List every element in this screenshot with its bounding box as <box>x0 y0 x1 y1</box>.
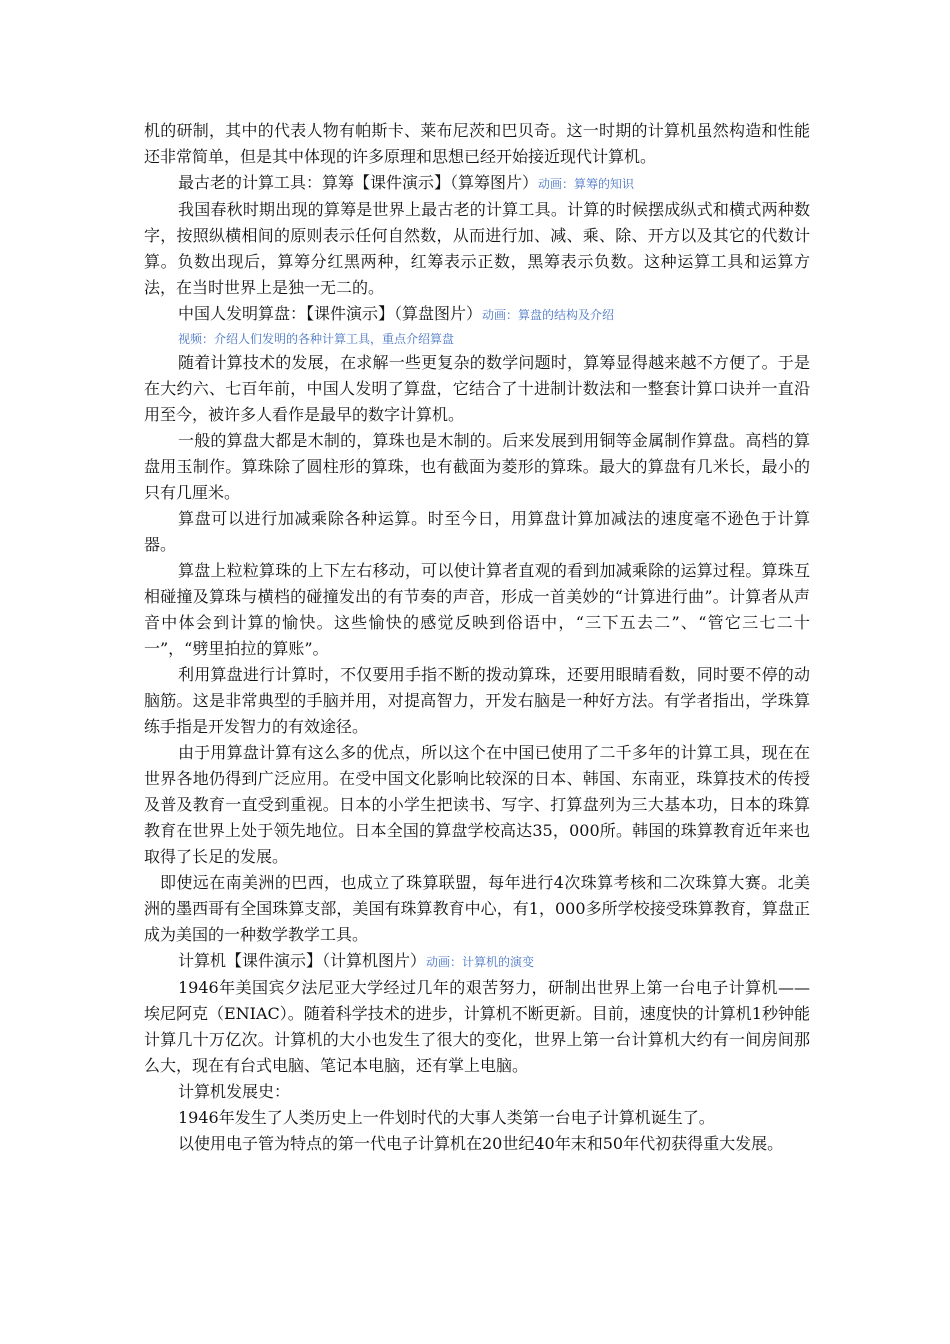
animation-note: 动画：计算机的演变 <box>426 955 535 969</box>
section-heading-computer <box>144 948 810 975</box>
paragraph-suanpan-operations: 算盘可以进行加减乘除各种运算。时至今日，用算盘计算加减法的速度毫不逊色于计算器。 <box>144 509 810 554</box>
paragraph-suanpan-brain: 利用算盘进行计算时，不仅要用手指不断的拨动算珠，还要用眼睛看数，同时要不停的动脑筋。这是非常典型的手脑并用，对提高智力，开发右脑是一种好方法。有学者指出，学珠算练手指是开发智力的有效途径。 <box>144 665 810 736</box>
section-heading-history: 计算机发展史： <box>178 1082 291 1101</box>
paragraph-suanpan-sound: 算盘上粒粒算珠的上下左右移动，可以使计算者直观的看到加减乘除的运算过程。算珠互相碰撞及算珠与横档的碰撞发出的有节奏的声音，形成一首美妙的“计算进行曲”。计算者从声音中体会到计算的愉快。这些愉快的感觉反映到俗语中，“三下五去二”、“管它三七二十一”，“劈里拍拉的算账”。 <box>144 561 810 658</box>
paragraph-suanpan-americas: 即使远在南美洲的巴西，也成立了珠算联盟，每年进行4次珠算考核和二次珠算大赛。北美洲的墨西哥有全国珠算支部，美国有珠算教育中心，有1，000多所学校接受珠算教育，算盘正成为美国的一种数学教学工具。 <box>144 873 810 944</box>
animation-note: 动画：算盘的结构及介绍 <box>482 308 615 322</box>
paragraph-suanchou: 我国春秋时期出现的算筹是世界上最古老的计算工具。计算的时候摆成纵式和横式两种数字，按照纵横相间的原则表示任何自然数，从而进行加、减、乘、除、开方以及其它的代数计算。负数出现后，算筹分红黑两种，红筹表示正数，黑筹表示负数。这种运算工具和运算方法，在当时世界上是独一无二的。 <box>144 200 810 297</box>
paragraph-suanpan-history: 随着计算技术的发展，在求解一些更复杂的数学问题时，算筹显得越来越不方便了。于是在大约六、七百年前，中国人发明了算盘，它结合了十进制计数法和一整套计算口诀并一直沿用至今，被许多人看作是最早的数字计算机。 <box>144 353 810 424</box>
section-heading-suanchou <box>144 170 810 197</box>
animation-note: 动画：算筹的知识 <box>538 177 635 191</box>
paragraph-suanpan-world: 由于用算盘计算有这么多的优点，所以这个在中国已使用了二千多年的计算工具，现在在世界各地仍得到广泛应用。在受中国文化影响比较深的日本、韩国、东南亚，珠算技术的传授及普及教育一直受到重视。日本的小学生把读书、写字、打算盘列为三大基本功，日本的珠算教育在世界上处于领先地位。日本全国的算盘学校高达35，000所。韩国的珠算教育近年来也取得了长足的发展。 <box>144 743 810 866</box>
paragraph-history-first-gen: 以使用电子管为特点的第一代电子计算机在20世纪40年末和50年代初获得重大发展。 <box>178 1134 784 1153</box>
section-heading-suanpan <box>144 301 810 328</box>
paragraph-intro: 机的研制，其中的代表人物有帕斯卡、莱布尼茨和巴贝奇。这一时期的计算机虽然构造和性能还非常简单，但是其中体现的许多原理和思想已经开始接近现代计算机。 <box>144 121 810 166</box>
document-body <box>144 118 810 1157</box>
video-note: 视频：介绍人们发明的各种计算工具，重点介绍算盘 <box>178 332 455 346</box>
heading-text: 计算机【课件演示】（计算机图片） <box>178 951 427 970</box>
heading-text: 最古老的计算工具：算筹【课件演示】（算筹图片） <box>178 173 539 192</box>
paragraph-history-1946: 1946年发生了人类历史上一件划时代的大事人类第一台电子计算机诞生了。 <box>178 1108 715 1127</box>
heading-text: 中国人发明算盘：【课件演示】（算盘图片） <box>178 304 483 323</box>
paragraph-eniac: 1946年美国宾夕法尼亚大学经过几年的艰苦努力，研制出世界上第一台电子计算机——埃尼阿克（ENIAC）。随着科学技术的进步，计算机不断更新。目前，速度快的计算机1秒钟能计算几十万亿次。计算机的大小也发生了很大的变化，世界上第一台计算机大约有一间房间那么大，现在有台式电脑、笔记本电脑，还有掌上电脑。 <box>144 978 810 1075</box>
paragraph-suanpan-material: 一般的算盘大都是木制的，算珠也是木制的。后来发展到用铜等金属制作算盘。高档的算盘用玉制作。算珠除了圆柱形的算珠，也有截面为菱形的算珠。最大的算盘有几米长，最小的只有几厘米。 <box>144 431 810 502</box>
